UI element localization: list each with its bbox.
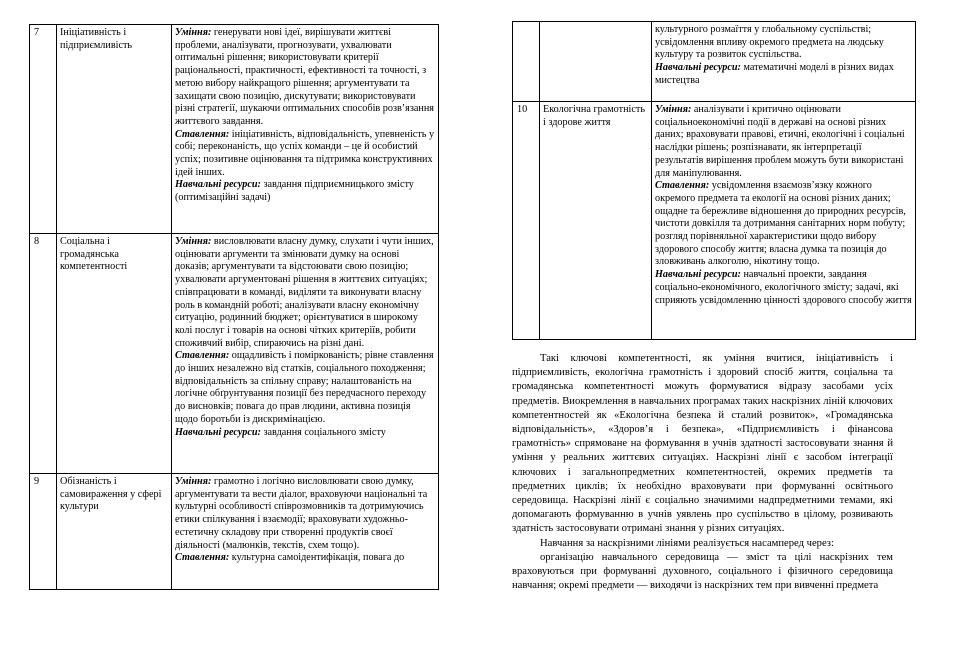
row-number: 9 (30, 474, 57, 590)
block-label: Навчальні ресурси: (655, 269, 741, 281)
paragraph: Навчання за наскрізними лініями реалізується насамперед через: (540, 537, 834, 549)
block-label: Ставлення: (175, 128, 230, 140)
row-number: 8 (30, 234, 57, 474)
skills-block (175, 476, 435, 552)
table-row (513, 22, 916, 102)
attitude-block (175, 350, 435, 426)
block-text: навчальні проекти, завдання соціально-економічного, екологічного змісту; задачі, які сприяють усвідомленню цінності здорового способу життя (655, 269, 912, 306)
resources-block (655, 62, 912, 87)
block-text: ініціативність, відповідальність, упевненість у собі; переконаність, що успіх команди – це й особистий успіх; позитивне оцінювання та підтримка конструктивних ідей інших. (175, 128, 435, 178)
table-row (513, 102, 916, 340)
competence-description (652, 102, 916, 340)
block-text: усвідомлення взаємозв’язку кожного окремого предмета та екології на основі різних даних; ощадне та бережливе відношення до природних ресурсів, чистоти довкілля та дотримання санітарних норм побуту; розгляд порівняльної характеристики щодо вибору здорового способу життя; власна думка та позиція до зловживань алкоголю, нікотину тощо. (655, 180, 906, 268)
block-label: Уміння: (655, 104, 692, 115)
competence-name: Ініціативність і підприємливість (57, 25, 172, 234)
skills-block (175, 27, 435, 129)
competence-table-right (512, 21, 916, 340)
block-label: Ставлення: (175, 350, 230, 362)
row-number (513, 22, 540, 102)
row-number: 10 (513, 102, 540, 340)
block-text: аналізувати і критично оцінювати соціальноекономічні події в державі на основі різних даних; враховувати правові, етичні, екологічні і соціальні наслідки рішень; розпізнавати, як інтерпретації результатів вирішення проблем можуть бути використані для маніпулювання. (655, 104, 905, 179)
block-label: Навчальні ресурси: (655, 62, 741, 74)
block-text: завдання підприємницького змісту (оптимізаційні задачі) (175, 179, 414, 204)
competence-name (540, 22, 652, 102)
attitude-block (175, 552, 435, 565)
block-text: висловлювати власну думку, слухати і чути інших, оцінювати аргументи та змінювати думку на основі доказів; аргументувати та відстоювати свою позицію; ухвалювати аргументовані рішення в життєвих ситуаціях; співпрацювати в команді, виділяти та виконувати власну роль в командній роботі; аналізувати власну економічну ситуацію, родинний бюджет; орієнтуватися в широкому колі послуг і товарів на основі чітких критеріїв, робити споживчий вибір, спираючись на різні дані. (175, 236, 434, 349)
table-row (30, 25, 439, 234)
block-text: культурного розмаїття у глобальному суспільстві; усвідомлення впливу окремого предмета на людську культуру та розвиток суспільства. (655, 24, 884, 61)
block-label: Уміння: (175, 236, 212, 247)
attitude-block (655, 180, 912, 269)
competence-description (172, 25, 439, 234)
block-label: Уміння: (175, 476, 212, 487)
competence-description (172, 234, 439, 474)
competence-table-left (29, 24, 439, 590)
paragraph: організацію навчального середовища — зміст та цілі наскрізних тем враховуються при формуванні духовного, соціального і фізичного середовища навчання; окремі предмети — виходячи із наскрізних тем при вивченні предмета (512, 551, 893, 592)
block-text: генерувати нові ідеї, вирішувати життєві проблеми, аналізувати, прогнозувати, ухвалювати оптимальні рішення; використовувати критерії раціональності, практичності, ефективності та точності, з метою вибору найкращого рішення; аргументувати та захищати свою позицію, дискутувати; використовувати різні стратегії, шукаючи оптимальних способів розв’язання життєвого завдання. (175, 27, 434, 127)
resources-block (175, 427, 435, 440)
attitude-block (175, 129, 435, 180)
table-row (30, 474, 439, 590)
block-text: математичні моделі в різних видах мистецтва (655, 62, 894, 86)
resources-block (175, 179, 435, 204)
body-text (512, 352, 893, 593)
competence-description (652, 22, 916, 102)
resources-block (655, 269, 912, 307)
block-text: культурна самоідентифікація, повага до (229, 552, 405, 564)
block-label: Ставлення: (175, 552, 230, 564)
paragraph: Такі ключові компетентності, як уміння вчитися, ініціативність і підприємливість, екологічна грамотність і здоровий спосіб життя, соціальна та громадянська компетентності можуть формуватися відразу засобами усіх предметів. Виокремлення в навчальних програмах таких наскрізних ліній ключових компетентностей як «Екологічна безпека й сталий розвиток», «Громадянська відповідальність», «Здоров’я і безпека», «Підприємливість і фінансова грамотність» спрямоване на формування в учнів здатності застосовувати знання й уміння у реальних життєвих ситуаціях. Наскрізні лінії є засобом інтеграції ключових і загальнопредметних компетентностей, окремих предметів та предметних циклів; їх необхідно враховувати при формуванні освітнього середовища. Наскрізні лінії є соціально значимими надпредметними темами, які допомагають формуванню в учнів уявлень про суспільство в цілому, розвивають здатність застосовувати отримані знання у різних ситуаціях. (512, 353, 893, 535)
block-label: Навчальні ресурси: (175, 426, 261, 438)
competence-name: Соціальна і громадянська компетентності (57, 234, 172, 474)
skills-block (655, 104, 912, 180)
block-text: ощадливість і поміркованість; рівне ставлення до інших незалежно від статків, соціального походження; відповідальність за спільну справу; налаштованість на логічне обґрунтування позиції без передчасного переходу до висновків; повага до прав людини, активна позиція щодо боротьби із дискримінацією. (175, 350, 434, 425)
block-label: Ставлення: (655, 180, 710, 192)
competence-description (172, 474, 439, 590)
block-label: Уміння: (175, 27, 212, 38)
competence-name: Обізнаність і самовираження у сфері культури (57, 474, 172, 590)
block-label: Навчальні ресурси: (175, 179, 261, 191)
row-number: 7 (30, 25, 57, 234)
block-text: грамотно і логічно висловлювати свою думку, аргументувати та вести діалог, враховуючи національні та культурні особливості співрозмовників та дотримуючись етики спілкування і взаємодії; враховувати художньо-естетичну складову при створенні продуктів своєї діяльності (малюнків, текстів, схем тощо). (175, 476, 428, 551)
block-text: завдання соціального змісту (260, 426, 386, 438)
competence-name: Екологічна грамотність і здорове життя (540, 102, 652, 340)
skills-block (175, 236, 435, 350)
table-row (30, 234, 439, 474)
continued-block (655, 24, 912, 62)
